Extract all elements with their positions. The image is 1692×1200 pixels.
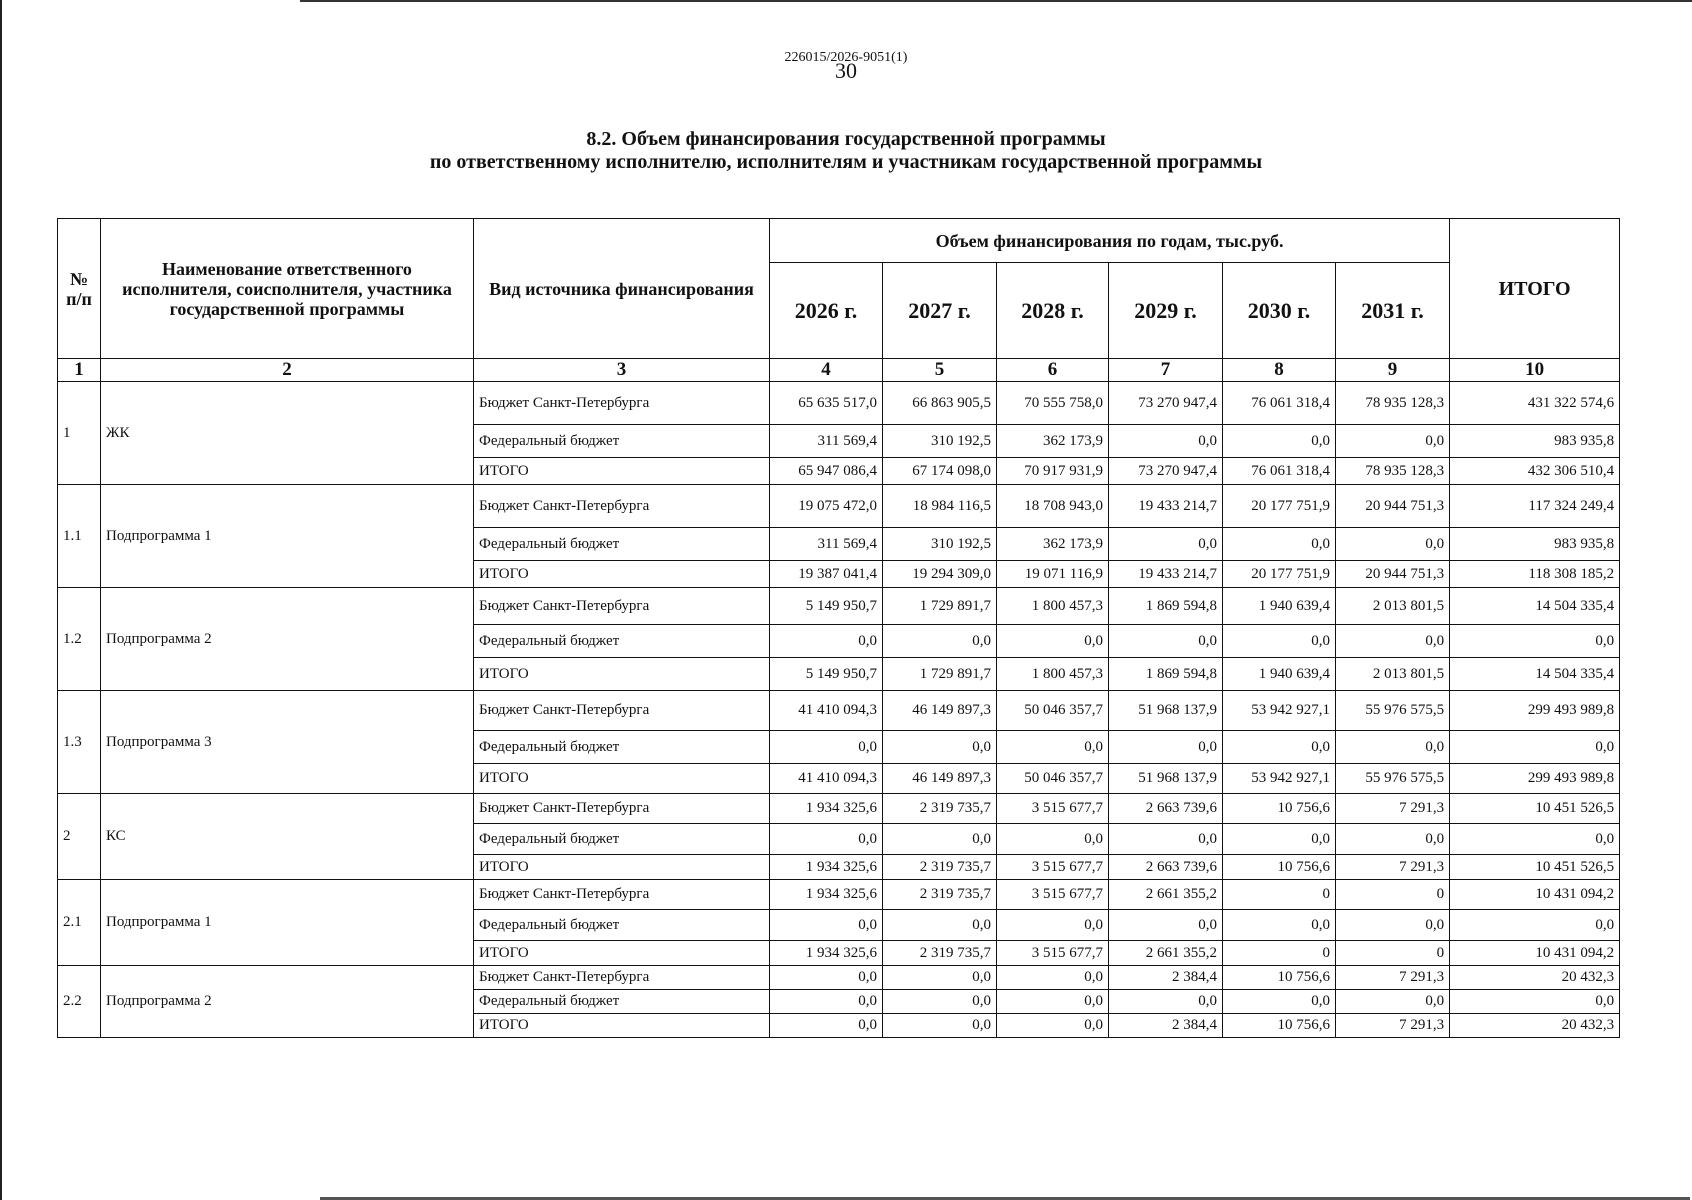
year-value: 0,0 bbox=[883, 625, 997, 658]
total-value: 20 432,3 bbox=[1450, 966, 1620, 990]
year-value: 7 291,3 bbox=[1336, 855, 1450, 880]
row-index: 2.1 bbox=[58, 880, 101, 966]
year-value: 1 934 325,6 bbox=[770, 880, 883, 910]
funding-source: Федеральный бюджет bbox=[474, 731, 770, 764]
row-index: 1.2 bbox=[58, 588, 101, 691]
year-value: 19 071 116,9 bbox=[997, 561, 1109, 588]
header-volume: Объем финансирования по годам, тыс.руб. bbox=[770, 219, 1450, 263]
column-number: 7 bbox=[1109, 359, 1223, 382]
header-year: 2027 г. bbox=[883, 263, 997, 359]
year-value: 7 291,3 bbox=[1336, 794, 1450, 824]
year-value: 0,0 bbox=[997, 966, 1109, 990]
year-value: 0,0 bbox=[997, 625, 1109, 658]
funding-source: ИТОГО bbox=[474, 764, 770, 794]
year-value: 67 174 098,0 bbox=[883, 458, 997, 485]
year-value: 0,0 bbox=[1109, 425, 1223, 458]
header-year: 2029 г. bbox=[1109, 263, 1223, 359]
year-value: 0,0 bbox=[1109, 528, 1223, 561]
year-value: 0,0 bbox=[1336, 625, 1450, 658]
table-row bbox=[58, 588, 1620, 625]
header-year: 2028 г. bbox=[997, 263, 1109, 359]
funding-source: Бюджет Санкт-Петербурга bbox=[474, 880, 770, 910]
year-value: 19 433 214,7 bbox=[1109, 485, 1223, 528]
year-value: 46 149 897,3 bbox=[883, 691, 997, 731]
year-value: 18 708 943,0 bbox=[997, 485, 1109, 528]
row-index: 1 bbox=[58, 382, 101, 485]
year-value: 310 192,5 bbox=[883, 425, 997, 458]
page-edge-top bbox=[300, 0, 1692, 2]
funding-source: Бюджет Санкт-Петербурга bbox=[474, 382, 770, 425]
year-value: 0,0 bbox=[1223, 910, 1336, 941]
year-value: 51 968 137,9 bbox=[1109, 691, 1223, 731]
year-value: 1 934 325,6 bbox=[770, 794, 883, 824]
funding-source: Бюджет Санкт-Петербурга bbox=[474, 966, 770, 990]
year-value: 0,0 bbox=[997, 1014, 1109, 1038]
year-value: 2 663 739,6 bbox=[1109, 855, 1223, 880]
year-value: 311 569,4 bbox=[770, 528, 883, 561]
total-value: 10 451 526,5 bbox=[1450, 794, 1620, 824]
year-value: 10 756,6 bbox=[1223, 966, 1336, 990]
year-value: 3 515 677,7 bbox=[997, 941, 1109, 966]
total-value: 10 451 526,5 bbox=[1450, 855, 1620, 880]
year-value: 70 555 758,0 bbox=[997, 382, 1109, 425]
year-value: 0,0 bbox=[883, 966, 997, 990]
column-number: 5 bbox=[883, 359, 997, 382]
year-value: 0,0 bbox=[1223, 990, 1336, 1014]
table-body bbox=[58, 382, 1620, 1038]
total-value: 0,0 bbox=[1450, 824, 1620, 855]
year-value: 50 046 357,7 bbox=[997, 764, 1109, 794]
executor-name: Подпрограмма 2 bbox=[101, 966, 474, 1038]
funding-source: ИТОГО bbox=[474, 458, 770, 485]
year-value: 19 075 472,0 bbox=[770, 485, 883, 528]
year-value: 0,0 bbox=[770, 731, 883, 764]
year-value: 2 384,4 bbox=[1109, 966, 1223, 990]
year-value: 55 976 575,5 bbox=[1336, 691, 1450, 731]
year-value: 0,0 bbox=[997, 731, 1109, 764]
table-row bbox=[58, 794, 1620, 824]
funding-source: ИТОГО bbox=[474, 561, 770, 588]
year-value: 0,0 bbox=[1223, 625, 1336, 658]
column-number: 3 bbox=[474, 359, 770, 382]
year-value: 65 947 086,4 bbox=[770, 458, 883, 485]
year-value: 0,0 bbox=[1336, 990, 1450, 1014]
year-value: 70 917 931,9 bbox=[997, 458, 1109, 485]
year-value: 53 942 927,1 bbox=[1223, 691, 1336, 731]
header-year: 2030 г. bbox=[1223, 263, 1336, 359]
funding-source: Федеральный бюджет bbox=[474, 990, 770, 1014]
year-value: 0,0 bbox=[1109, 990, 1223, 1014]
column-number: 8 bbox=[1223, 359, 1336, 382]
total-value: 14 504 335,4 bbox=[1450, 588, 1620, 625]
financing-table bbox=[57, 218, 1620, 1038]
funding-source: Федеральный бюджет bbox=[474, 625, 770, 658]
table-row bbox=[58, 691, 1620, 731]
year-value: 0,0 bbox=[1223, 425, 1336, 458]
column-number: 10 bbox=[1450, 359, 1620, 382]
year-value: 0,0 bbox=[1223, 528, 1336, 561]
year-value: 3 515 677,7 bbox=[997, 880, 1109, 910]
total-value: 0,0 bbox=[1450, 910, 1620, 941]
year-value: 362 173,9 bbox=[997, 528, 1109, 561]
year-value: 2 661 355,2 bbox=[1109, 941, 1223, 966]
executor-name: Подпрограмма 3 bbox=[101, 691, 474, 794]
year-value: 0 bbox=[1336, 880, 1450, 910]
year-value: 0,0 bbox=[770, 990, 883, 1014]
executor-name: Подпрограмма 2 bbox=[101, 588, 474, 691]
year-value: 0,0 bbox=[1336, 731, 1450, 764]
header-num: № п/п bbox=[58, 219, 101, 359]
year-value: 20 944 751,3 bbox=[1336, 561, 1450, 588]
year-value: 362 173,9 bbox=[997, 425, 1109, 458]
year-value: 0,0 bbox=[883, 990, 997, 1014]
table-row bbox=[58, 966, 1620, 990]
header-name: Наименование ответственного исполнителя, соисполнителя, участника государственной программы bbox=[101, 219, 474, 359]
year-value: 41 410 094,3 bbox=[770, 764, 883, 794]
year-value: 19 387 041,4 bbox=[770, 561, 883, 588]
year-value: 20 177 751,9 bbox=[1223, 561, 1336, 588]
table-row bbox=[58, 382, 1620, 425]
total-value: 117 324 249,4 bbox=[1450, 485, 1620, 528]
total-value: 983 935,8 bbox=[1450, 425, 1620, 458]
year-value: 0,0 bbox=[770, 824, 883, 855]
year-value: 0,0 bbox=[1336, 910, 1450, 941]
year-value: 19 294 309,0 bbox=[883, 561, 997, 588]
total-value: 20 432,3 bbox=[1450, 1014, 1620, 1038]
year-value: 73 270 947,4 bbox=[1109, 382, 1223, 425]
year-value: 66 863 905,5 bbox=[883, 382, 997, 425]
executor-name: Подпрограмма 1 bbox=[101, 485, 474, 588]
funding-source: Федеральный бюджет bbox=[474, 425, 770, 458]
year-value: 0,0 bbox=[1109, 625, 1223, 658]
year-value: 1 940 639,4 bbox=[1223, 658, 1336, 691]
year-value: 0,0 bbox=[1336, 824, 1450, 855]
year-value: 20 177 751,9 bbox=[1223, 485, 1336, 528]
funding-source: ИТОГО bbox=[474, 658, 770, 691]
year-value: 7 291,3 bbox=[1336, 1014, 1450, 1038]
year-value: 2 661 355,2 bbox=[1109, 880, 1223, 910]
year-value: 0,0 bbox=[1109, 824, 1223, 855]
funding-source: Федеральный бюджет bbox=[474, 528, 770, 561]
table-row bbox=[58, 485, 1620, 528]
section-title: 8.2. Объем финансирования государственной программы bbox=[586, 128, 1106, 150]
year-value: 0,0 bbox=[1109, 731, 1223, 764]
year-value: 0 bbox=[1223, 880, 1336, 910]
year-value: 2 663 739,6 bbox=[1109, 794, 1223, 824]
row-index: 1.1 bbox=[58, 485, 101, 588]
year-value: 0,0 bbox=[883, 731, 997, 764]
total-value: 983 935,8 bbox=[1450, 528, 1620, 561]
year-value: 76 061 318,4 bbox=[1223, 458, 1336, 485]
year-value: 0 bbox=[1223, 941, 1336, 966]
total-value: 299 493 989,8 bbox=[1450, 764, 1620, 794]
total-value: 10 431 094,2 bbox=[1450, 941, 1620, 966]
column-number: 1 bbox=[58, 359, 101, 382]
year-value: 78 935 128,3 bbox=[1336, 458, 1450, 485]
year-value: 0,0 bbox=[997, 910, 1109, 941]
year-value: 55 976 575,5 bbox=[1336, 764, 1450, 794]
year-value: 0,0 bbox=[1223, 731, 1336, 764]
year-value: 73 270 947,4 bbox=[1109, 458, 1223, 485]
page-number: 30 bbox=[835, 58, 857, 83]
executor-name: Подпрограмма 1 bbox=[101, 880, 474, 966]
year-value: 0,0 bbox=[770, 910, 883, 941]
year-value: 78 935 128,3 bbox=[1336, 382, 1450, 425]
total-value: 10 431 094,2 bbox=[1450, 880, 1620, 910]
funding-source: Федеральный бюджет bbox=[474, 910, 770, 941]
year-value: 1 934 325,6 bbox=[770, 855, 883, 880]
funding-source: Бюджет Санкт-Петербурга bbox=[474, 485, 770, 528]
year-value: 310 192,5 bbox=[883, 528, 997, 561]
row-index: 2 bbox=[58, 794, 101, 880]
year-value: 2 013 801,5 bbox=[1336, 588, 1450, 625]
funding-source: Бюджет Санкт-Петербурга bbox=[474, 691, 770, 731]
funding-source: ИТОГО bbox=[474, 1014, 770, 1038]
column-number: 9 bbox=[1336, 359, 1450, 382]
row-index: 2.2 bbox=[58, 966, 101, 1038]
year-value: 0,0 bbox=[1109, 910, 1223, 941]
column-number: 2 bbox=[101, 359, 474, 382]
year-value: 1 869 594,8 bbox=[1109, 588, 1223, 625]
year-value: 65 635 517,0 bbox=[770, 382, 883, 425]
year-value: 41 410 094,3 bbox=[770, 691, 883, 731]
year-value: 0,0 bbox=[883, 824, 997, 855]
total-value: 432 306 510,4 bbox=[1450, 458, 1620, 485]
year-value: 2 319 735,7 bbox=[883, 794, 997, 824]
total-value: 0,0 bbox=[1450, 625, 1620, 658]
total-value: 14 504 335,4 bbox=[1450, 658, 1620, 691]
year-value: 0,0 bbox=[770, 966, 883, 990]
year-value: 50 046 357,7 bbox=[997, 691, 1109, 731]
year-value: 0,0 bbox=[770, 1014, 883, 1038]
year-value: 1 729 891,7 bbox=[883, 588, 997, 625]
year-value: 0,0 bbox=[1336, 425, 1450, 458]
year-value: 76 061 318,4 bbox=[1223, 382, 1336, 425]
total-value: 118 308 185,2 bbox=[1450, 561, 1620, 588]
year-value: 5 149 950,7 bbox=[770, 588, 883, 625]
year-value: 0,0 bbox=[883, 910, 997, 941]
year-value: 311 569,4 bbox=[770, 425, 883, 458]
year-value: 0,0 bbox=[1336, 528, 1450, 561]
year-value: 1 869 594,8 bbox=[1109, 658, 1223, 691]
column-number: 4 bbox=[770, 359, 883, 382]
funding-source: Федеральный бюджет bbox=[474, 824, 770, 855]
funding-source: Бюджет Санкт-Петербурга bbox=[474, 588, 770, 625]
total-value: 299 493 989,8 bbox=[1450, 691, 1620, 731]
table-row bbox=[58, 880, 1620, 910]
document-number: 226015/2026-9051(1) bbox=[784, 50, 908, 65]
year-value: 0,0 bbox=[997, 824, 1109, 855]
year-value: 3 515 677,7 bbox=[997, 855, 1109, 880]
executor-name: КС bbox=[101, 794, 474, 880]
year-value: 0,0 bbox=[997, 990, 1109, 1014]
year-value: 0 bbox=[1336, 941, 1450, 966]
header-source: Вид источника финансирования bbox=[474, 219, 770, 359]
year-value: 19 433 214,7 bbox=[1109, 561, 1223, 588]
year-value: 7 291,3 bbox=[1336, 966, 1450, 990]
header-total: ИТОГО bbox=[1450, 219, 1620, 359]
row-index: 1.3 bbox=[58, 691, 101, 794]
year-value: 10 756,6 bbox=[1223, 1014, 1336, 1038]
year-value: 3 515 677,7 bbox=[997, 794, 1109, 824]
year-value: 1 800 457,3 bbox=[997, 588, 1109, 625]
page-edge-left bbox=[0, 0, 2, 1200]
year-value: 10 756,6 bbox=[1223, 794, 1336, 824]
year-value: 1 940 639,4 bbox=[1223, 588, 1336, 625]
year-value: 2 319 735,7 bbox=[883, 941, 997, 966]
year-value: 2 319 735,7 bbox=[883, 880, 997, 910]
year-value: 2 013 801,5 bbox=[1336, 658, 1450, 691]
total-value: 431 322 574,6 bbox=[1450, 382, 1620, 425]
year-value: 53 942 927,1 bbox=[1223, 764, 1336, 794]
year-value: 0,0 bbox=[1223, 824, 1336, 855]
year-value: 2 319 735,7 bbox=[883, 855, 997, 880]
year-value: 5 149 950,7 bbox=[770, 658, 883, 691]
year-value: 10 756,6 bbox=[1223, 855, 1336, 880]
column-numbers-row bbox=[58, 359, 1620, 382]
year-value: 2 384,4 bbox=[1109, 1014, 1223, 1038]
header-year: 2031 г. bbox=[1336, 263, 1450, 359]
year-value: 1 934 325,6 bbox=[770, 941, 883, 966]
year-value: 46 149 897,3 bbox=[883, 764, 997, 794]
year-value: 0,0 bbox=[883, 1014, 997, 1038]
funding-source: ИТОГО bbox=[474, 855, 770, 880]
funding-source: Бюджет Санкт-Петербурга bbox=[474, 794, 770, 824]
year-value: 18 984 116,5 bbox=[883, 485, 997, 528]
total-value: 0,0 bbox=[1450, 990, 1620, 1014]
year-value: 0,0 bbox=[770, 625, 883, 658]
year-value: 1 800 457,3 bbox=[997, 658, 1109, 691]
total-value: 0,0 bbox=[1450, 731, 1620, 764]
year-value: 1 729 891,7 bbox=[883, 658, 997, 691]
funding-source: ИТОГО bbox=[474, 941, 770, 966]
year-value: 51 968 137,9 bbox=[1109, 764, 1223, 794]
section-subtitle: по ответственному исполнителю, исполнителям и участникам государственной программы bbox=[429, 151, 1263, 173]
year-value: 20 944 751,3 bbox=[1336, 485, 1450, 528]
executor-name: ЖК bbox=[101, 382, 474, 485]
column-number: 6 bbox=[997, 359, 1109, 382]
header-year: 2026 г. bbox=[770, 263, 883, 359]
